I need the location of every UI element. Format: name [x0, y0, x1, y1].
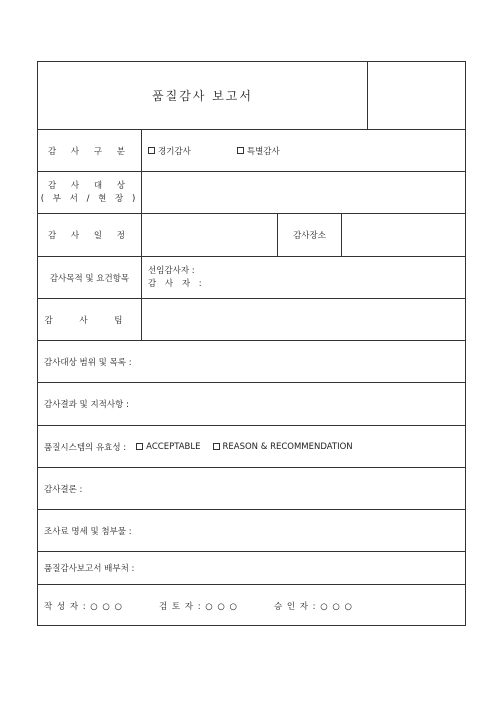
effectiveness-label: 품질시스템의 유효성 :	[44, 442, 127, 453]
target-row	[38, 172, 465, 214]
category-row	[38, 130, 465, 172]
place-label: 감사장소	[293, 231, 326, 241]
team-label-cell	[38, 299, 142, 340]
schedule-label-cell	[38, 214, 142, 256]
team-row	[38, 299, 465, 341]
scope-cell[interactable]	[38, 341, 465, 382]
findings-row	[38, 383, 465, 426]
reason-option[interactable]: REASON & RECOMMENDATION	[213, 442, 353, 452]
regular-audit-checkbox[interactable]	[148, 147, 155, 154]
material-row	[38, 510, 465, 552]
category-label-cell	[38, 130, 142, 171]
material-label: 조사료 명세 및 첨부물 :	[44, 526, 132, 537]
target-label: 감 사 대 상	[48, 180, 131, 191]
target-sublabel: ( 부 서 / 현 장 )	[40, 193, 139, 204]
page-title: 품질감사 보고서	[152, 89, 253, 103]
title-cell	[38, 62, 368, 129]
signature-cell	[38, 585, 465, 626]
scope-row	[38, 341, 465, 383]
auditor-label: 감 사 자 :	[148, 278, 205, 289]
purpose-row	[38, 257, 465, 299]
distribution-row	[38, 552, 465, 585]
distribution-cell[interactable]	[38, 552, 465, 584]
scope-label: 감사대상 범위 및 목록 :	[44, 357, 132, 368]
effectiveness-cell	[38, 426, 465, 467]
target-label-cell	[38, 172, 142, 213]
distribution-label: 품질감사보고서 배부처 :	[44, 564, 135, 574]
regular-audit-option[interactable]: 경기감사	[148, 145, 191, 157]
effectiveness-row	[38, 426, 465, 468]
purpose-label-cell	[38, 257, 142, 298]
schedule-value-cell[interactable]	[142, 214, 278, 256]
title-row	[38, 62, 465, 130]
reviewer-signature: 검 토 자 : ○ ○ ○	[158, 601, 238, 612]
purpose-label: 감사목적 및 요건항목	[49, 273, 130, 284]
approver-signature: 승 인 자 : ○ ○ ○	[273, 601, 353, 612]
place-value-cell[interactable]	[342, 214, 465, 256]
target-value-cell[interactable]	[142, 172, 465, 213]
schedule-label: 감 사 일 정	[48, 231, 131, 241]
team-value-cell[interactable]	[142, 299, 465, 340]
conclusion-row	[38, 468, 465, 510]
auditor-cell	[142, 257, 465, 298]
team-label: 감 사 팀	[44, 315, 135, 326]
special-audit-option[interactable]: 특별감사	[237, 145, 280, 157]
reason-checkbox[interactable]	[213, 443, 220, 450]
findings-cell[interactable]	[38, 383, 465, 425]
category-options	[142, 130, 465, 171]
conclusion-cell[interactable]	[38, 468, 465, 509]
signature-row	[38, 585, 465, 626]
category-label: 감 사 구 분	[48, 146, 131, 157]
lead-auditor-label: 선임감사자 :	[148, 265, 195, 276]
schedule-row	[38, 214, 465, 257]
place-label-cell	[278, 214, 342, 256]
audit-report-form	[37, 61, 466, 626]
acceptable-option[interactable]: ACCEPTABLE	[136, 442, 200, 452]
author-signature: 작 성 자 : ○ ○ ○	[44, 601, 123, 612]
title-side-cell	[368, 62, 465, 129]
conclusion-label: 감사결론 :	[44, 484, 83, 495]
acceptable-checkbox[interactable]	[136, 443, 143, 450]
special-audit-checkbox[interactable]	[237, 147, 244, 154]
findings-label: 감사결과 및 지적사항 :	[44, 400, 129, 410]
material-cell[interactable]	[38, 510, 465, 551]
